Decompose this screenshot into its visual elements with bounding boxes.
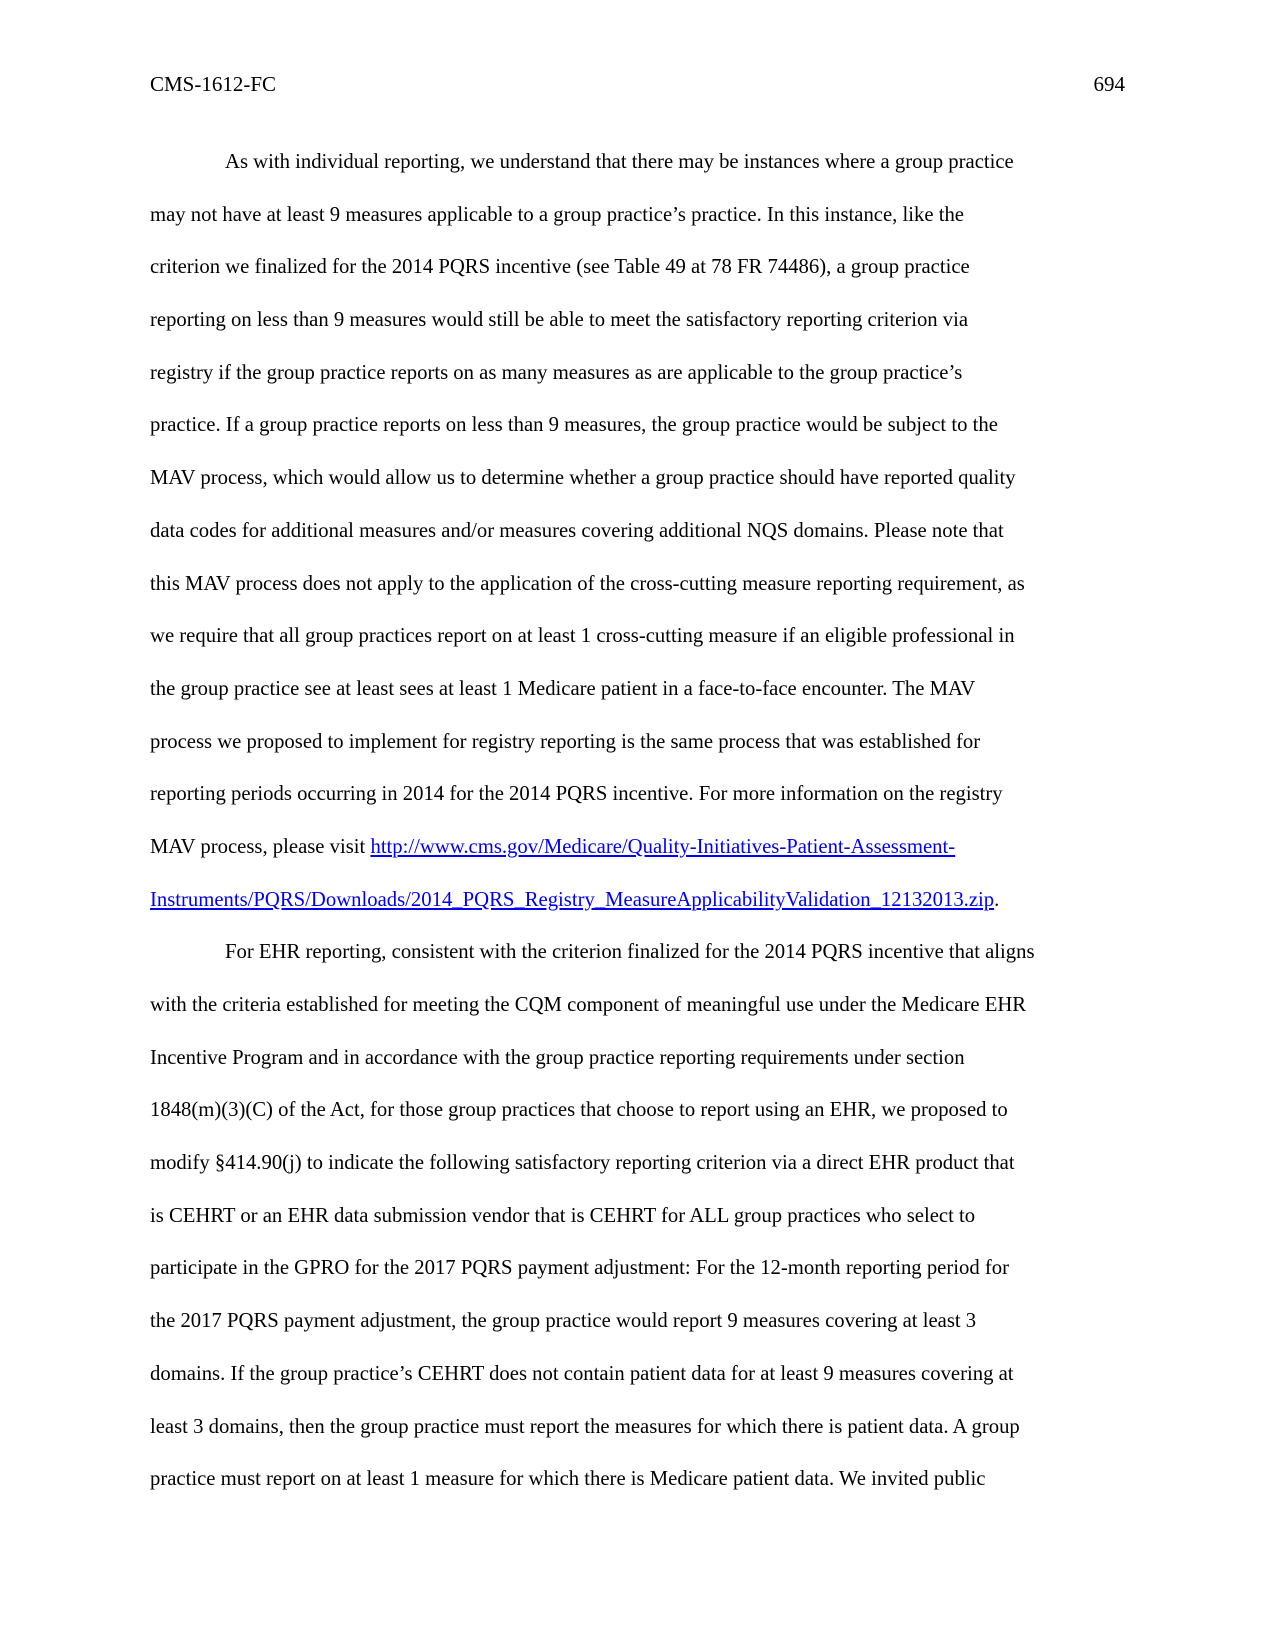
- text-line: participate in the GPRO for the 2017 PQRS payment adjustment: For the 12-month reporting period for: [150, 1257, 1009, 1280]
- text-line: we require that all group practices report on at least 1 cross-cutting measure if an eligible professional in: [150, 625, 1015, 648]
- text-line: registry if the group practice reports on as many measures as are applicable to the group practice’s: [150, 361, 963, 384]
- text-line: the group practice see at least sees at least 1 Medicare patient in a face-to-face encounter. The MAV: [150, 677, 976, 700]
- document-body: [150, 136, 1128, 1506]
- paragraph-ehr-reporting: [150, 926, 1128, 1506]
- text-line: As with individual reporting, we understand that there may be instances where a group practice: [225, 151, 1014, 173]
- text-line: this MAV process does not apply to the application of the cross-cutting measure reporting requirement, as: [150, 572, 1025, 595]
- text-line: process we proposed to implement for registry reporting is the same process that was established for: [150, 730, 981, 753]
- text-line: 1848(m)(3)(C) of the Act, for those group practices that choose to report using an EHR, we proposed to: [150, 1099, 1008, 1122]
- text-line: reporting periods occurring in 2014 for the 2014 PQRS incentive. For more information on the registry: [150, 783, 1003, 806]
- mav-link-part-2[interactable]: Instruments/PQRS/Downloads/2014_PQRS_Registry_MeasureApplicabilityValidation_12132013.zip: [150, 888, 995, 911]
- page-header: [150, 72, 1125, 102]
- text-fragment: .: [994, 888, 1000, 911]
- mav-link-part-1[interactable]: http://www.cms.gov/Medicare/Quality-Initiatives-Patient-Assessment-: [370, 835, 956, 858]
- text-fragment: MAV process, please visit: [150, 835, 371, 858]
- page-number: 694: [1093, 72, 1125, 96]
- text-line: criterion we finalized for the 2014 PQRS incentive (see Table 49 at 78 FR 74486), a group practice: [150, 256, 970, 279]
- text-line: least 3 domains, then the group practice must report the measures for which there is patient data. A group: [150, 1415, 1020, 1438]
- text-line: [150, 874, 1128, 927]
- text-line: modify §414.90(j) to indicate the following satisfactory reporting criterion via a direct EHR product that: [150, 1152, 1015, 1175]
- text-line: MAV process, which would allow us to determine whether a group practice should have reported quality: [150, 467, 1016, 490]
- text-line: may not have at least 9 measures applicable to a group practice’s practice. In this instance, like the: [150, 203, 964, 226]
- paragraph-mav-registry: [150, 136, 1128, 926]
- text-line: data codes for additional measures and/or measures covering additional NQS domains. Please note that: [150, 519, 1004, 542]
- text-line: For EHR reporting, consistent with the criterion finalized for the 2014 PQRS incentive that aligns: [225, 941, 1035, 964]
- text-line: Incentive Program and in accordance with the group practice reporting requirements under section: [150, 1046, 965, 1069]
- text-line: is CEHRT or an EHR data submission vendor that is CEHRT for ALL group practices who select to: [150, 1204, 976, 1227]
- text-line: the 2017 PQRS payment adjustment, the group practice would report 9 measures covering at least 3: [150, 1310, 977, 1333]
- text-line: reporting on less than 9 measures would still be able to meet the satisfactory reporting criterion via: [150, 309, 969, 332]
- document-id: CMS-1612-FC: [150, 72, 277, 96]
- text-line: practice. If a group practice reports on less than 9 measures, the group practice would be subject to the: [150, 414, 998, 437]
- text-line: domains. If the group practice’s CEHRT does not contain patient data for at least 9 measures covering at: [150, 1362, 1014, 1385]
- text-line: [150, 821, 1128, 874]
- text-line: practice must report on at least 1 measure for which there is Medicare patient data. We invited public: [150, 1468, 986, 1491]
- text-line: with the criteria established for meeting the CQM component of meaningful use under the Medicare EHR: [150, 994, 1027, 1016]
